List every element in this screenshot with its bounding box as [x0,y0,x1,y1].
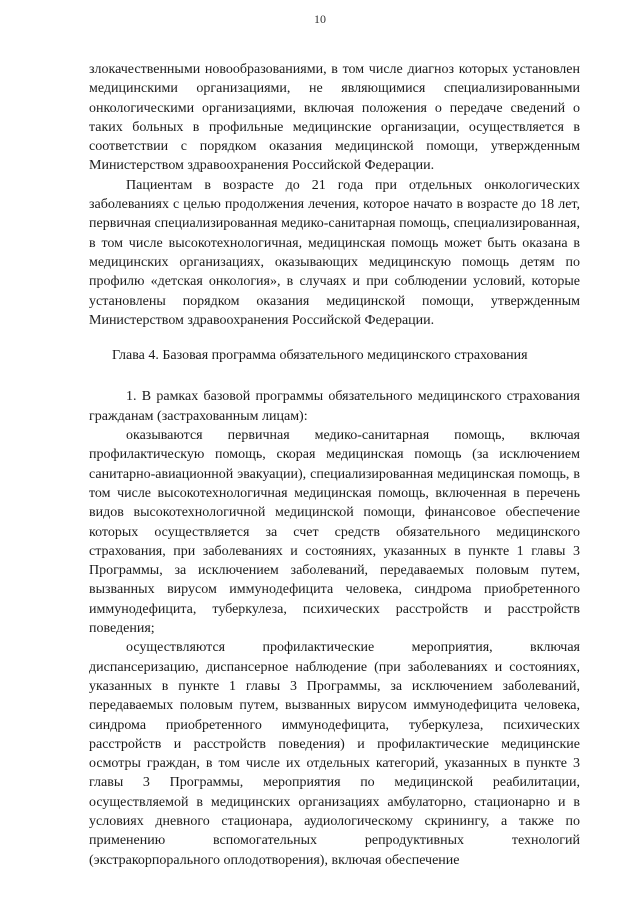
chapter-heading: Глава 4. Базовая программа обязательного медицинского страхования [112,348,528,364]
paragraph-preventive-measures: осуществляются профилактические мероприятия, включая диспансеризацию, диспансерное наблюдение (при заболеваниях и состояниях, указанных в пункте 1 главы 3 Программы, за исключением заболеваний, передаваемых половым путем, вызванных вирусом иммунодефицита человека, синдрома приобретенного иммунодефицита, туберкулеза, психических расстройств и расстройств поведения) и профилактические медицинские осмотры граждан, в том числе их отдельных категорий, указанных в пункте 3 главы 3 Программы, мероприятия по медицинской реабилитации, осуществляемой в медицинских организациях амбулаторно, стационарно и в условиях дневного стационара, аудиологическому скринингу, а также по применению вспомогательных репродуктивных технологий (экстракорпорального оплодотворения), включая обеспечение [89,640,580,868]
paragraph-pediatric-oncology: Пациентам в возрасте до 21 года при отдельных онкологических заболеваниях с целью продолжения лечения, которое начато в возрасте до 18 лет, первичная специализированная медико-санитарная помощь, специализированная, в том числе высокотехнологичная, медицинская помощь может быть оказана в медицинских организациях, оказывающих медицинскую помощь детям по профилю «детская онкология», в случаях и при соблюдении условий, которые установлены порядком оказания медицинской помощи, утвержденным Министерством здравоохранения Российской Федерации. [89,177,580,328]
paragraph-services-provided: оказываются первичная медико-санитарная помощь, включая профилактическую помощь, скорая медицинская помощь (за исключением санитарно-авиационной эвакуации), специализированная медицинская помощь, в том числе высокотехнологичная медицинская помощь, включенная в перечень видов высокотехнологичной медицинской помощи, финансовое обеспечение которых осуществляется за счет средств обязательного медицинского страхования, при заболеваниях и состояниях, указанных в пункте 1 главы 3 Программы, за исключением заболеваний, передаваемых половым путем, вызванных вирусом иммунодефицита человека, синдрома приобретенного иммунодефицита, туберкулеза, психических расстройств и расстройств поведения; [89,428,580,637]
page-number: 10 [314,12,326,26]
paragraph-clause-1: 1. В рамках базовой программы обязательного медицинского страхования гражданам (застрахованным лицам): [89,389,580,424]
page-body [89,60,580,870]
paragraph-continuation: злокачественными новообразованиями, в том числе диагноз которых установлен медицинскими организациями, не являющимися специализированными онкологическими организациями, включая положения о передаче сведений о таких больных в профильные медицинские организации, осуществляется в соответствии с порядком оказания медицинской помощи, утвержденным Министерством здравоохранения Российской Федерации. [89,62,580,174]
